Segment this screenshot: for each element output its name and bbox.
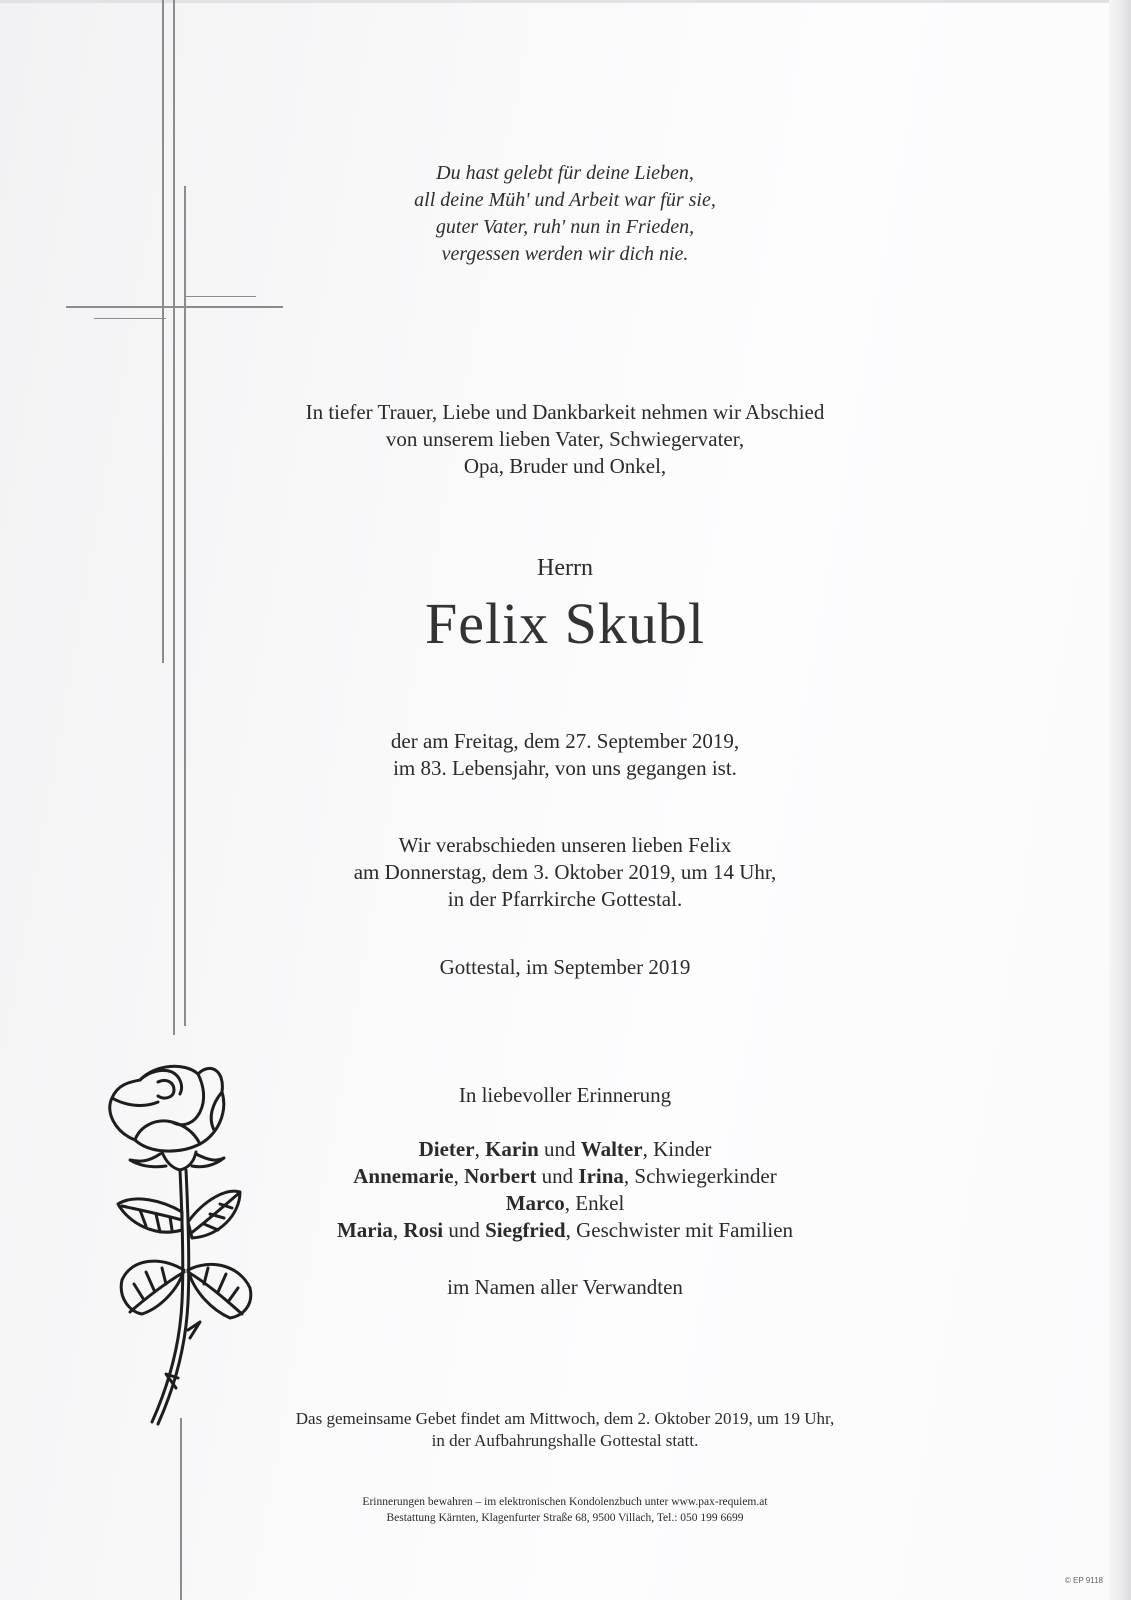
poem-line: Du hast gelebt für deine Lieben, bbox=[436, 162, 694, 184]
farewell-line: Wir verabschieden unseren lieben Felix bbox=[398, 833, 732, 857]
relation: , Kinder bbox=[642, 1137, 712, 1161]
separator: und bbox=[536, 1164, 579, 1188]
separator: , bbox=[392, 1218, 404, 1242]
rose-icon bbox=[100, 1062, 280, 1444]
separator: und bbox=[443, 1218, 486, 1242]
separator: , bbox=[453, 1164, 465, 1188]
poem-line: all deine Müh' und Arbeit war für sie, bbox=[414, 189, 716, 211]
family-row-grandchild bbox=[240, 1190, 890, 1217]
footer-line: Erinnerungen bewahren – im elektronischen Kondolenzbuch unter www.pax-requiem.at bbox=[362, 1496, 768, 1508]
family-name: Dieter bbox=[418, 1137, 475, 1161]
family-row-siblings bbox=[240, 1217, 890, 1244]
relation: , Schwiegerkinder bbox=[623, 1164, 777, 1188]
family-name: Walter bbox=[580, 1137, 643, 1161]
footer bbox=[240, 1494, 890, 1526]
family-name: Karin bbox=[485, 1137, 539, 1161]
family-row-inlaws bbox=[240, 1163, 890, 1190]
memory-heading: In liebevoller Erinnerung bbox=[458, 1083, 672, 1107]
salutation: Herrn bbox=[537, 555, 593, 581]
farewell-text bbox=[240, 832, 890, 913]
intro-line: In tiefer Trauer, Liebe und Dankbarkeit nehmen wir Abschied bbox=[305, 400, 825, 424]
poem-line: vergessen werden wir dich nie. bbox=[441, 243, 689, 265]
farewell-line: in der Pfarrkirche Gottestal. bbox=[447, 887, 683, 911]
place-date: Gottestal, im September 2019 bbox=[439, 955, 691, 979]
family-name: Norbert bbox=[464, 1164, 537, 1188]
family-row-children bbox=[240, 1136, 890, 1163]
family-name: Siegfried bbox=[485, 1218, 566, 1242]
farewell-line: am Donnerstag, dem 3. Oktober 2019, um 14 Uhr, bbox=[353, 860, 777, 884]
page-edge-shadow bbox=[1109, 0, 1131, 1600]
intro-line: Opa, Bruder und Onkel, bbox=[463, 454, 667, 478]
family-name: Rosi bbox=[403, 1218, 444, 1242]
intro-text bbox=[240, 399, 890, 480]
family-name: Irina bbox=[578, 1164, 624, 1188]
family-name: Maria bbox=[336, 1218, 393, 1242]
on-behalf: im Namen aller Verwandten bbox=[447, 1275, 683, 1299]
relation: , Geschwister mit Familien bbox=[565, 1218, 794, 1242]
family-list bbox=[240, 1136, 890, 1244]
top-edge bbox=[0, 0, 1131, 3]
poem-line: guter Vater, ruh' nun in Frieden, bbox=[435, 216, 695, 238]
separator: , bbox=[474, 1137, 486, 1161]
family-name: Annemarie bbox=[353, 1164, 454, 1188]
poem bbox=[240, 160, 890, 268]
prayer-line: in der Aufbahrungshalle Gottestal statt. bbox=[431, 1431, 699, 1450]
passed-line: im 83. Lebensjahr, von uns gegangen ist. bbox=[393, 756, 737, 780]
family-name: Marco bbox=[505, 1191, 565, 1215]
separator: und bbox=[538, 1137, 581, 1161]
intro-line: von unserem lieben Vater, Schwiegervater, bbox=[385, 427, 745, 451]
footer-line: Bestattung Kärnten, Klagenfurter Straße 68, 9500 Villach, Tel.: 050 199 6699 bbox=[386, 1512, 744, 1524]
prayer-text bbox=[200, 1408, 930, 1452]
print-code: © EP 9118 bbox=[1064, 1576, 1103, 1585]
passed-text bbox=[240, 728, 890, 782]
relation: , Enkel bbox=[564, 1191, 625, 1215]
prayer-line: Das gemeinsame Gebet findet am Mittwoch, dem 2. Oktober 2019, um 19 Uhr, bbox=[295, 1409, 835, 1428]
deceased-name: Felix Skubl bbox=[424, 591, 706, 656]
passed-line: der am Freitag, dem 27. September 2019, bbox=[390, 729, 740, 753]
